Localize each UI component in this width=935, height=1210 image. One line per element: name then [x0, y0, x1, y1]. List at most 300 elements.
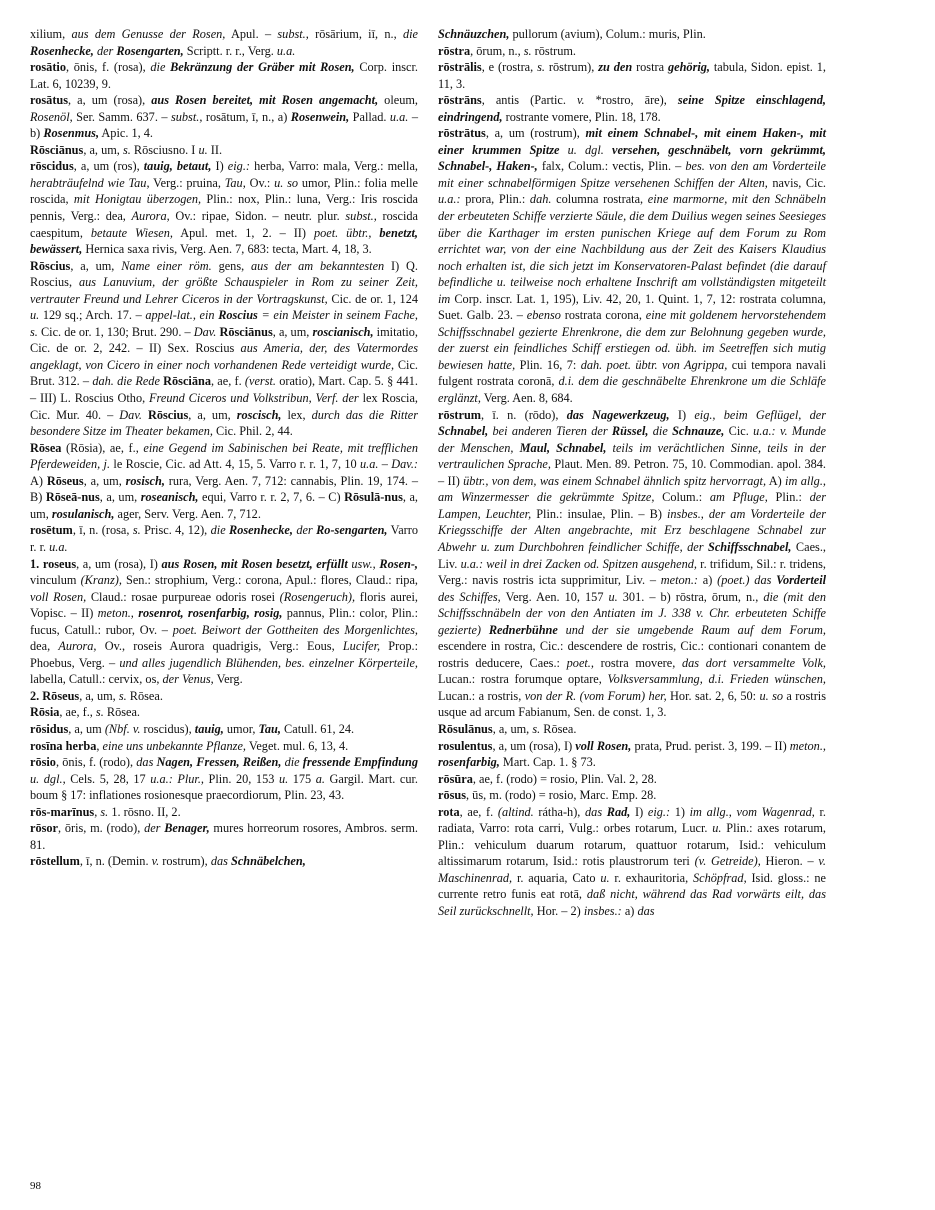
- entry-text: Verg.: [213, 672, 243, 687]
- entry-text: Sen.: strophium, Verg.: corona, Apul.: flores, Claud.: ripa,: [121, 573, 418, 588]
- entry-text: der: [292, 523, 317, 538]
- entry-text: Apul. –: [225, 27, 278, 41]
- entry-text: rostrum),: [159, 854, 211, 869]
- entry-text: roseanisch,: [140, 490, 199, 505]
- entry-text: rostra movere,: [593, 655, 682, 670]
- entry-headword: rosulentus: [438, 738, 493, 753]
- entry-text: prata, Prud. perist. 3, 199. – II): [631, 738, 790, 753]
- entry-headword: rosātus: [30, 93, 69, 108]
- entry-text: Rosen-,: [379, 556, 418, 571]
- entry-text: r. exhauritoria,: [609, 870, 694, 885]
- dictionary-entry: [438, 59, 826, 92]
- entry-text: Bekränzung der Gräber mit Rosen,: [170, 60, 355, 75]
- dictionary-entry: [30, 704, 418, 721]
- entry-text: aus Rosen bereitet, mit Rosen angemacht,: [151, 93, 379, 108]
- entry-text: 175: [288, 771, 316, 786]
- entry-text: Tau,: [224, 175, 246, 190]
- entry-text: s.: [95, 705, 104, 720]
- entry-text: und der sie umgebende Raum auf dem Forum,: [557, 622, 826, 637]
- entry-text: (Nbf. v.: [104, 721, 141, 736]
- entry-text: Verg.: pruina,: [149, 175, 225, 190]
- entry-text: 1): [670, 804, 690, 819]
- entry-headword: rōsidus: [30, 721, 69, 736]
- entry-text: durch das die Ritter besondere Sitze im Theater bekamen,: [30, 407, 418, 439]
- entry-text: Veget. mul. 6, 13, 4.: [245, 738, 349, 753]
- dictionary-entry: [30, 92, 418, 142]
- entry-text: u.a.: weil in drei Zacken od. Spitzen ausgehend,: [460, 556, 697, 571]
- entry-text: Hernica saxa rivis, Verg. Aen. 7, 683: tecta, Mart. 4, 18, 3.: [82, 242, 372, 257]
- entry-text: dah. die Rede: [92, 374, 160, 389]
- entry-text: teils im verächtlichen Sinne, teils in der vertraulichen Sprache,: [438, 440, 826, 472]
- entry-text: im allg., am Winzermesser die gekrümmte Spitze,: [438, 473, 826, 505]
- entry-text: pannus, Plin.: color, Plin.: fucus, Catull.: rubor, Ov. –: [30, 606, 419, 637]
- entry-text: insbes.:: [583, 903, 622, 918]
- entry-text: subst.,: [345, 209, 377, 224]
- entry-text: u.: [278, 771, 289, 786]
- entry-text: , e (rostra,: [481, 60, 538, 75]
- entry-text: Plin.: insulae, Plin. – B): [531, 506, 667, 521]
- entry-text: Cic. de or. 1, 130; Brut. 290. –: [37, 324, 194, 339]
- dictionary-entry: [30, 754, 418, 804]
- entry-text: Rosenwein,: [290, 109, 350, 124]
- entry-text: des Schiffes,: [438, 589, 501, 604]
- entry-text: = ein Meister in seinem Fache, s.: [30, 308, 419, 339]
- entry-text: rōstrum),: [544, 60, 599, 75]
- entry-text: Colum.:: [654, 490, 710, 505]
- entry-text: s.: [532, 721, 541, 736]
- entry-text: Cic. Brut. 312. –: [30, 357, 418, 389]
- entry-text: die: [281, 755, 303, 770]
- entry-text: zu den: [598, 60, 633, 75]
- entry-text: Rōsciāna: [163, 374, 211, 389]
- entry-text: Claud.: rosae purpureae odoris rosei: [86, 589, 280, 604]
- entry-text: II.: [207, 142, 223, 157]
- entry-text: Rōseā-nus: [45, 490, 100, 505]
- entry-text: Rōsciusno. I: [130, 142, 199, 157]
- dictionary-entry: [30, 158, 418, 257]
- entry-headword: rota: [438, 804, 460, 819]
- entry-text: Catull. 61, 24.: [280, 721, 355, 736]
- entry-text: Hor. – 2): [533, 903, 584, 918]
- entry-text: roscianisch,: [312, 324, 374, 339]
- entry-headword: Rōsulānus: [438, 721, 493, 736]
- entry-text: Isid. gloss.: ne currente retro funis eat rotā,: [438, 870, 826, 902]
- entry-text: u.: [608, 589, 618, 604]
- entry-text: , ūs, m. (rodo) = rosio, Marc. Emp. 28.: [466, 788, 657, 803]
- entry-headword: rōs-marīnus: [30, 804, 95, 819]
- entry-text: ,: [96, 738, 103, 753]
- dictionary-entry: [438, 804, 826, 920]
- entry-text: imitatio, Cic. de or. 2, 242. – II) Sex. Roscius: [30, 324, 419, 356]
- entry-text: navis, Cic.: [767, 175, 826, 190]
- entry-text: , a, um,: [492, 721, 533, 736]
- entry-headword: rōstrālis: [438, 60, 482, 75]
- entry-text: eig.:: [647, 804, 671, 819]
- entry-text: u.a.: [49, 539, 68, 554]
- entry-text: lex,: [281, 407, 312, 422]
- entry-text: rosenfarbig,: [438, 755, 500, 770]
- entry-text: versehen, geschnäbelt, vorn gekrümmt, Schnabel-, Haken-,: [438, 142, 826, 174]
- entry-text: Cic. de or. 1, 124: [327, 291, 418, 306]
- entry-text: Corp. inscr. Lat. 6, 10239, 9.: [30, 60, 418, 91]
- entry-text: Hor. sat. 2, 6, 50:: [666, 688, 760, 703]
- entry-text: r. trifidum, Sil.: r. tridens, Verg.: navis rostris icta supprimitur, Liv. –: [438, 556, 826, 588]
- entry-text: equi, Varro r. r. 2, 7, 6. – C): [198, 490, 345, 505]
- entry-text: Dav.: [193, 324, 217, 339]
- entry-text: roscisch,: [236, 407, 282, 422]
- entry-text: voll Rosen,: [575, 738, 632, 753]
- entry-text: der Lampen, Leuchter,: [438, 490, 827, 521]
- entry-text: von der R. (vom Forum) her,: [524, 688, 667, 703]
- entry-text: eine uns unbekannte Pflanze,: [102, 738, 246, 753]
- entry-text: eine marmorne, mit den Schnäbeln der erbeuteten Schiffe verzierte Säule, die dem Duilius wegen seines Seesieges über die Karthager im ersten punischen Kriege auf dem Forum zu Rom errichtet war, von der eine Nachbildung aus der Zeit des Kaisers Klaudius noch erhalten ist, die sich jetzt im Konservatoren-Palast befindet (die darauf befindliche u. teilweise noch erhaltene Inschrift am vollständigsten mitgeteilt im: [438, 192, 826, 306]
- entry-text: Schnäbelchen,: [230, 854, 306, 869]
- entry-text: der Venus,: [162, 672, 214, 687]
- entry-text: , a, um,: [188, 407, 237, 422]
- entry-text: Prop.: Phoebus, Verg. –: [30, 639, 418, 670]
- entry-text: I) Q. Roscius,: [30, 258, 419, 290]
- entry-text: u. so: [274, 175, 299, 190]
- entry-text: rátha-h),: [533, 804, 586, 819]
- entry-text: Rōsciānus: [219, 324, 273, 339]
- entry-text: I): [669, 407, 695, 422]
- entry-text: oratio), Mart. Cap. 5. § 441. – III) L. Roscius Otho,: [30, 374, 418, 406]
- entry-text: pullorum (avium), Colum.: muris, Plin.: [509, 27, 706, 41]
- entry-text: , ōris, m. (rodo),: [58, 821, 145, 836]
- entry-text: ,: [94, 804, 101, 819]
- entry-text: die: [648, 424, 673, 439]
- dictionary-entry: [30, 804, 418, 821]
- entry-text: Apic. 1, 4.: [99, 126, 153, 141]
- entry-text: (Rosengeruch),: [279, 589, 356, 604]
- entry-text: tauig,: [194, 721, 224, 736]
- entry-text: herabträufelnd wie Tau,: [30, 175, 150, 190]
- entry-text: das Nagewerkzeug,: [566, 407, 670, 422]
- entry-text: s.: [122, 142, 131, 157]
- entry-headword: rōstrāns: [438, 93, 482, 108]
- entry-text: das: [210, 854, 231, 869]
- entry-text: Plin.: nox, Plin.: luna, Verg.: Iris roscida pennis, Verg.: dea,: [30, 192, 418, 224]
- entry-headword: rosētum: [30, 523, 73, 538]
- entry-text: seine Spitze einschlagend, eindringend,: [438, 93, 826, 124]
- entry-text: Pallad.: [349, 109, 390, 124]
- entry-text: Corp. inscr. Lat. 1, 195), Liv. 42, 20, 1. Quint. 1, 7, 12: rostrata columna, Suet. Galb. 23. –: [438, 291, 826, 323]
- entry-text: Rōscius: [147, 407, 189, 422]
- entry-text: u. dgl.,: [30, 771, 66, 786]
- entry-text: A): [766, 473, 786, 488]
- dictionary-entry: [30, 853, 418, 870]
- entry-headword: rōstrātus: [438, 126, 486, 141]
- entry-text: Nagen, Fressen, Reißen,: [156, 755, 282, 770]
- entry-text: Mart. Cap. 1. § 73.: [499, 755, 596, 770]
- entry-text: Rosenhecke,: [30, 43, 94, 58]
- entry-text: , ī, n. (rosa,: [72, 523, 133, 538]
- entry-text: eine mit goldenem hervorstehendem Schiffsschnabel gezierte Ehrenkrone, die dem zur Belohnung gegeben wurde, der zuerst ein feindliches Schiff erstiegen od. übh. im Seetreffen sich mutig bewiesen hatte,: [438, 308, 826, 372]
- entry-text: s.: [118, 688, 127, 703]
- dictionary-entry: [438, 721, 826, 738]
- entry-text: poet. Beiwort der Gottheiten des Morgenlichtes,: [172, 622, 418, 637]
- entry-text: Rosenhecke,: [229, 523, 293, 538]
- entry-text: gens,: [211, 258, 252, 273]
- entry-headword: rōsor: [30, 821, 58, 836]
- entry-text: meton.,: [97, 606, 134, 621]
- entry-text: Schnabel,: [438, 424, 489, 439]
- entry-text: Cic.: [724, 424, 754, 439]
- entry-text: die: [210, 523, 230, 538]
- entry-text: Schöpfrad,: [693, 870, 747, 885]
- entry-text: eine Gegend im Sabinischen bei Reate, mit trefflichen Pferdeweiden, j.: [30, 440, 418, 472]
- entry-text: falx, Colum.: vectis, Plin. –: [537, 159, 686, 174]
- entry-text: Cels. 5, 28, 17: [65, 771, 151, 786]
- entry-text: d.i. dem die geschnäbelte Ehrenkrone um die Schläfe erglänzt,: [438, 374, 826, 406]
- entry-text: a.: [315, 771, 325, 786]
- entry-text: Scriptt. r. r., Verg.: [183, 43, 277, 58]
- entry-text: Ov.: ripae, Sidon. – neutr. plur.: [169, 209, 346, 224]
- entry-text: appel-lat., ein: [145, 308, 219, 323]
- entry-text: , a, um,: [83, 142, 123, 157]
- entry-text: , a, um: [68, 721, 105, 736]
- entry-text: Ser. Samm. 637. –: [72, 109, 171, 124]
- entry-text: Ov.:: [245, 175, 275, 190]
- entry-headword: 2. Rōseus: [30, 688, 80, 703]
- entry-text: I): [211, 159, 228, 174]
- entry-text: umor, Plin.: folia melle roscida,: [30, 175, 418, 207]
- entry-text: Plaut. Men. 89. Petron. 75, 10. Commodian. apol. 384. – II): [438, 457, 826, 488]
- dictionary-column-left: [30, 26, 418, 870]
- entry-text: Schnäuzchen,: [438, 27, 510, 41]
- entry-text: Rōseus: [46, 473, 84, 488]
- entry-text: u.: [198, 142, 208, 157]
- entry-text: Aurora,: [58, 639, 97, 654]
- dictionary-entry: [30, 522, 418, 555]
- entry-text: Prisc. 4, 12),: [140, 523, 211, 538]
- entry-text: Lucifer,: [342, 639, 381, 654]
- entry-text: subst.,: [170, 109, 203, 124]
- entry-text: im allg., vom Wagenrad,: [689, 804, 815, 819]
- entry-text: s.: [100, 804, 109, 819]
- dictionary-entry: [30, 738, 418, 755]
- entry-text: u.a.: [276, 43, 296, 58]
- entry-text: poet. übtr.,: [313, 225, 372, 240]
- entry-text: , a, um,: [30, 490, 418, 521]
- entry-text: rostrante vomere, Plin. 18, 178.: [502, 109, 661, 124]
- entry-text: Name einer röm.: [121, 258, 212, 273]
- dictionary-column-right: [438, 26, 826, 920]
- entry-text: mures horreorum rosores, Ambros. serm. 81.: [30, 821, 418, 852]
- entry-text: , antis (Partic.: [481, 93, 577, 108]
- entry-text: fressende Empfindung: [302, 755, 418, 770]
- entry-text: u. dgl.: [559, 142, 604, 157]
- entry-text: Rosenmus,: [43, 126, 100, 141]
- entry-text: , ae, f.: [459, 804, 498, 819]
- entry-headword: rōstellum: [30, 854, 80, 869]
- entry-text: s.: [132, 523, 141, 538]
- entry-text: cui tempora navali fulgent rostrata coronā,: [438, 357, 826, 389]
- entry-text: , a, um,: [272, 324, 313, 339]
- entry-text: Rōsulā-nus: [344, 490, 403, 505]
- entry-text: u.a.: [359, 457, 379, 472]
- dictionary-entry: [30, 26, 418, 59]
- entry-text: rosātum, ī, n., a): [202, 109, 291, 124]
- entry-text: rostra: [632, 60, 668, 75]
- entry-text: *rostro, āre),: [584, 93, 678, 108]
- dictionary-entry: [30, 820, 418, 853]
- entry-text: Plin. 20, 153: [204, 771, 279, 786]
- entry-headword: rosīna herba: [30, 738, 97, 753]
- entry-text: meton.:: [660, 573, 698, 588]
- entry-text: u.: [600, 870, 610, 885]
- entry-text: aus Rosen, mit Rosen besetzt, erfüllt: [161, 556, 348, 571]
- entry-text: dah. poet. übtr. von Agrippa,: [580, 357, 728, 372]
- entry-text: (v. Getreide),: [694, 854, 761, 869]
- entry-text: Rōsea.: [103, 705, 140, 720]
- entry-text: betaute Wiesen,: [90, 225, 173, 240]
- entry-text: (altind.: [497, 804, 534, 819]
- entry-text: Apul. met. 1, 2. – II): [172, 225, 314, 240]
- entry-text: am Pfluge,: [709, 490, 768, 505]
- entry-text: Dav.:: [391, 457, 419, 472]
- dictionary-entry: [438, 92, 826, 125]
- dictionary-entry: [30, 556, 418, 688]
- entry-text: dea,: [30, 639, 59, 654]
- entry-text: usw.,: [347, 556, 380, 571]
- entry-text: , ae, f.: [210, 374, 245, 389]
- entry-text: aus dem Genusse der Rosen,: [71, 27, 226, 41]
- entry-text: Verg. Aen. 8, 684.: [480, 391, 573, 406]
- entry-text: (poet.) das: [717, 573, 777, 588]
- entry-text: bei anderen Tieren der: [488, 424, 612, 439]
- entry-text: u.: [30, 308, 40, 323]
- entry-text: Aurora,: [131, 209, 170, 224]
- entry-text: Gargil. Mart. cur. boum § 17: inflationes rosionesque praecordiorum, Plin. 23, 43.: [30, 771, 418, 803]
- entry-text: floris aurei, Vopisc. – II): [30, 589, 418, 621]
- entry-text: übtr., von dem, was einem Schnabel ähnlich spitz hervorragt,: [463, 473, 767, 488]
- entry-text: Dav.: [119, 407, 142, 422]
- page-number: 98: [30, 1180, 41, 1192]
- entry-text: u.: [712, 821, 722, 836]
- entry-headword: rōscidus: [30, 159, 74, 174]
- entry-text: le Roscie, Cic. ad Att. 4, 15, 5. Varro r. r. 1, 7, 10: [110, 457, 360, 472]
- entry-headword: rōsūra: [438, 771, 473, 786]
- entry-text: Plin.: axes rotarum, Plin.: vehiculum duarum rotarum, quattuor rotarum, Isid.: vehiculum altissimarum rotarum, Isid.: rotis plaustrorum teri: [438, 821, 826, 869]
- dictionary-entry: [438, 738, 826, 771]
- entry-text: Rosengarten,: [116, 43, 184, 58]
- entry-text: daß nicht, während das Rad vorwärts eilt, das Seil zurückschnellt,: [438, 887, 826, 918]
- entry-headword: rōstrum: [438, 407, 482, 422]
- entry-text: , a, um,: [99, 490, 141, 505]
- entry-text: das: [585, 804, 607, 819]
- entry-text: prora, Plin.:: [460, 192, 530, 207]
- entry-text: (Kranz),: [80, 573, 122, 588]
- entry-text: 301. – b) rōstra, ōrum, n.,: [617, 589, 764, 604]
- entry-text: mit einem Schnabel-, mit einem Haken-, mit einer krummen Spitze: [438, 126, 826, 157]
- entry-text: (Rōsia), ae, f.,: [61, 440, 144, 455]
- entry-text: rōstrum.: [531, 43, 576, 58]
- dictionary-entry: [30, 142, 418, 159]
- entry-text: , ōnis, f. (rosa),: [65, 60, 151, 75]
- entry-text: v.: [577, 93, 585, 108]
- dictionary-entry: [438, 125, 826, 406]
- entry-text: , a, um (rosa),: [68, 93, 152, 108]
- entry-text: Rüssel,: [611, 424, 649, 439]
- entry-text: aus der am bekanntesten: [251, 258, 385, 273]
- entry-text: u. so: [759, 688, 784, 703]
- entry-text: ager, Serv. Verg. Aen. 7, 712.: [114, 506, 261, 521]
- entry-text: A): [30, 473, 47, 488]
- entry-headword: Rōsia: [30, 705, 60, 720]
- entry-text: der: [144, 821, 165, 836]
- entry-text: , a, um (rosa), I): [76, 556, 162, 571]
- entry-text: oleum,: [378, 93, 418, 108]
- entry-text: v. Munde der Menschen,: [438, 424, 826, 455]
- entry-text: rosenrot, rosenfarbig, rosig,: [138, 606, 283, 621]
- entry-text: escendere in rostra, Cic.: descendere de rostris, Cic.: contionari conantem de rostris deducere, Caes.:: [438, 639, 826, 670]
- entry-text: , ōnis, f. (rodo),: [55, 755, 137, 770]
- dictionary-entry: [438, 407, 826, 721]
- entry-text: Rosenöl,: [30, 109, 73, 124]
- entry-text: xilium,: [30, 27, 72, 41]
- entry-text: Verg. Aen. 10, 157: [500, 589, 609, 604]
- entry-text: Schiffsschnabel,: [708, 539, 792, 554]
- entry-headword: Rōsciānus: [30, 142, 84, 157]
- dictionary-entry: [30, 688, 418, 705]
- entry-text: labella, Catull.: cervix, os,: [30, 672, 163, 687]
- entry-text: lex Roscia, Cic. Mur. 40. –: [30, 391, 418, 422]
- dictionary-entry: [438, 771, 826, 788]
- entry-text: Benager,: [164, 821, 210, 836]
- entry-text: 129 sq.; Arch. 17. –: [39, 308, 146, 323]
- entry-text: poet.,: [566, 655, 594, 670]
- entry-headword: rōstra: [438, 43, 471, 58]
- entry-text: ebenso: [526, 308, 561, 323]
- entry-text: , a, um,: [79, 688, 119, 703]
- entry-text: die: [402, 27, 418, 41]
- entry-text: das: [136, 755, 157, 770]
- dictionary-entry: [438, 787, 826, 804]
- entry-text: rura, Verg. Aen. 7, 712: cannabis, Plin. 19, 174. – B): [30, 473, 418, 505]
- entry-text: Volksversammlung, d.i. Frieden wünschen,: [607, 672, 826, 687]
- entry-text: rostrata corona,: [560, 308, 646, 323]
- entry-text: u.a.:: [753, 424, 776, 439]
- entry-text: insbes., der am Vorderteile der Kriegsschiffe der Alten angebrachte, mit Erz beschlagene Schnabel zur Abwehr u. zum Durchbohren feindlicher Schiffe, der: [438, 506, 826, 554]
- entry-text: Hieron. –: [760, 854, 819, 869]
- entry-text: tauig, betaut,: [143, 159, 212, 174]
- entry-text: , a, um (rosa), I): [492, 738, 576, 753]
- entry-text: – b): [30, 109, 418, 141]
- entry-text: dah.: [529, 192, 552, 207]
- entry-text: eig., beim Geflügel, der: [694, 407, 827, 422]
- entry-text: Rōsea.: [540, 721, 577, 736]
- entry-text: aus Lanuvium, der größte Schauspieler in Rom zu seiner Zeit, vertrauter Freund und Lehrer Ciceros in der Vortragskunst,: [30, 275, 418, 306]
- entry-text: 1. rōsno. II, 2.: [108, 804, 181, 819]
- entry-text: r. aquaria, Cato: [512, 870, 601, 885]
- entry-text: Caes., Liv.: [438, 539, 826, 571]
- entry-text: u.a.: Plur.,: [150, 771, 204, 786]
- entry-text: Varro r. r.: [30, 523, 418, 554]
- entry-text: der: [93, 43, 117, 58]
- entry-headword: rosātio: [30, 60, 66, 75]
- entry-text: roscida caespitum,: [30, 209, 418, 240]
- entry-text: s.: [537, 60, 545, 75]
- entry-headword: rōsus: [438, 788, 467, 803]
- entry-text: , a, um,: [83, 473, 126, 488]
- dictionary-entry: [30, 258, 418, 440]
- entry-text: a): [621, 903, 638, 918]
- entry-text: mit Honigtau überzogen,: [73, 192, 202, 207]
- entry-text: a): [698, 573, 718, 588]
- entry-text: , a, um (ros),: [73, 159, 144, 174]
- entry-text: , a, um (rostrum),: [485, 126, 586, 141]
